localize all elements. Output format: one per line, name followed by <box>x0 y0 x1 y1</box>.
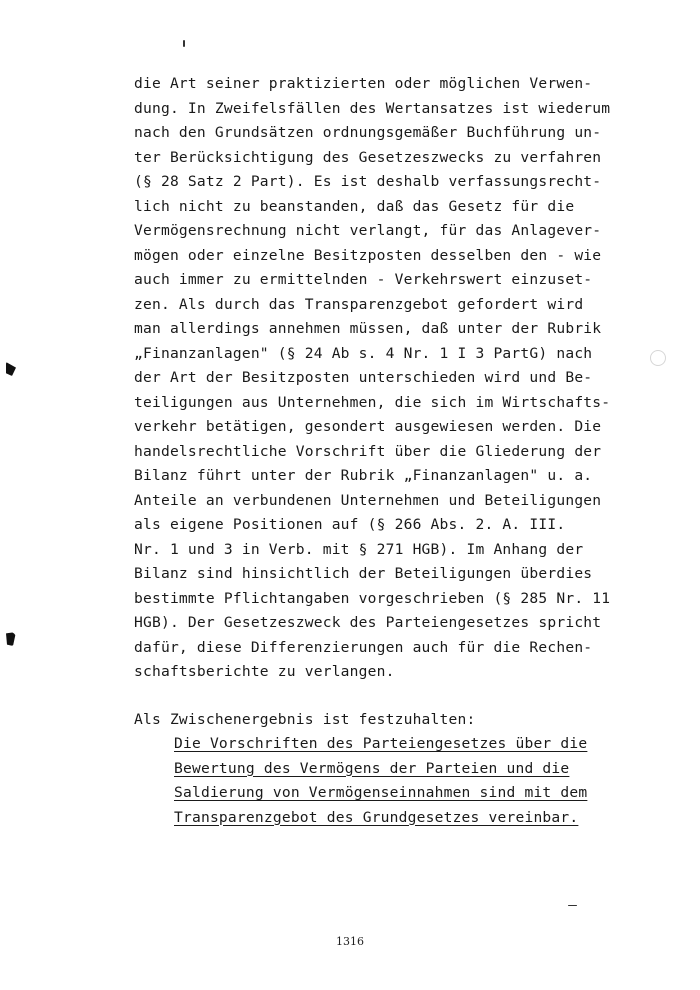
text-line: „Finanzanlagen" (§ 24 Ab s. 4 Nr. 1 I 3 PartG) nach <box>134 344 593 362</box>
scan-speck <box>183 40 185 47</box>
text-line: Bilanz sind hinsichtlich der Beteiligungen überdies <box>134 565 593 582</box>
conclusion-block <box>174 732 604 830</box>
punch-hole-mark-bottom <box>6 632 16 646</box>
body-text <box>134 72 611 830</box>
text-line: (§ 28 Satz 2 Part). Es ist deshalb verfassungsrecht- <box>134 173 602 190</box>
text-line: handelsrechtliche Vorschrift über die Gliederung der <box>134 442 602 460</box>
conclusion-line: Transparenzgebot des Grundgesetzes vereinbar. <box>174 808 579 826</box>
text-line: schaftsberichte zu verlangen. <box>134 663 395 680</box>
text-line: lich nicht zu beanstanden, daß das Gesetz für die <box>134 197 575 215</box>
text-line: teiligungen aus Unternehmen, die sich im Wirtschafts- <box>134 393 611 411</box>
text-line: verkehr betätigen, gesondert ausgewiesen werden. Die <box>134 418 602 435</box>
text-line: dung. In Zweifelsfällen des Wertansatzes ist wiederum <box>134 99 611 117</box>
text-line: bestimmte Pflichtangaben vorgeschrieben (§ 285 Nr. 11 <box>134 589 611 607</box>
text-line: auch immer zu ermittelnden - Verkehrswert einzuset- <box>134 271 593 288</box>
text-line: Nr. 1 und 3 in Verb. mit § 271 HGB). Im Anhang der <box>134 540 584 558</box>
punch-hole-mark-top <box>6 362 16 376</box>
text-line: Vermögensrechnung nicht verlangt, für das Anlagever- <box>134 222 602 239</box>
text-line: die Art seiner praktizierten oder möglichen Verwen- <box>134 75 593 92</box>
text-line: dafür, diese Differenzierungen auch für die Rechen- <box>134 638 593 656</box>
main-paragraph <box>134 72 611 685</box>
text-line: zen. Als durch das Transparenzgebot gefordert wird <box>134 295 584 313</box>
text-line: mögen oder einzelne Besitzposten desselben den - wie <box>134 246 602 264</box>
text-line: man allerdings annehmen müssen, daß unter der Rubrik <box>134 320 602 337</box>
conclusion-line: Saldierung von Vermögenseinnahmen sind mit dem <box>174 784 588 801</box>
text-line: als eigene Positionen auf (§ 266 Abs. 2. A. III. <box>134 516 566 533</box>
scan-edge-mark <box>650 350 666 366</box>
text-line: ter Berücksichtigung des Gesetzeszwecks zu verfahren <box>134 148 602 166</box>
scan-speck <box>568 905 577 906</box>
text-line: Bilanz führt unter der Rubrik „Finanzanlagen" u. a. <box>134 467 593 484</box>
paragraph-gap <box>134 685 604 708</box>
conclusion-line: Die Vorschriften des Parteiengesetzes über die <box>174 735 588 752</box>
page-number: 1316 <box>336 935 364 948</box>
text-line: HGB). Der Gesetzeszweck des Parteiengesetzes spricht <box>134 614 602 631</box>
intermediate-heading: Als Zwischenergebnis ist festzuhalten: <box>134 710 476 728</box>
text-line: der Art der Besitzposten unterschieden wird und Be- <box>134 369 593 386</box>
conclusion-line: Bewertung des Vermögens der Parteien und die <box>174 759 570 777</box>
text-line: Anteile an verbundenen Unternehmen und Beteiligungen <box>134 491 602 509</box>
text-line: nach den Grundsätzen ordnungsgemäßer Buchführung un- <box>134 124 602 141</box>
